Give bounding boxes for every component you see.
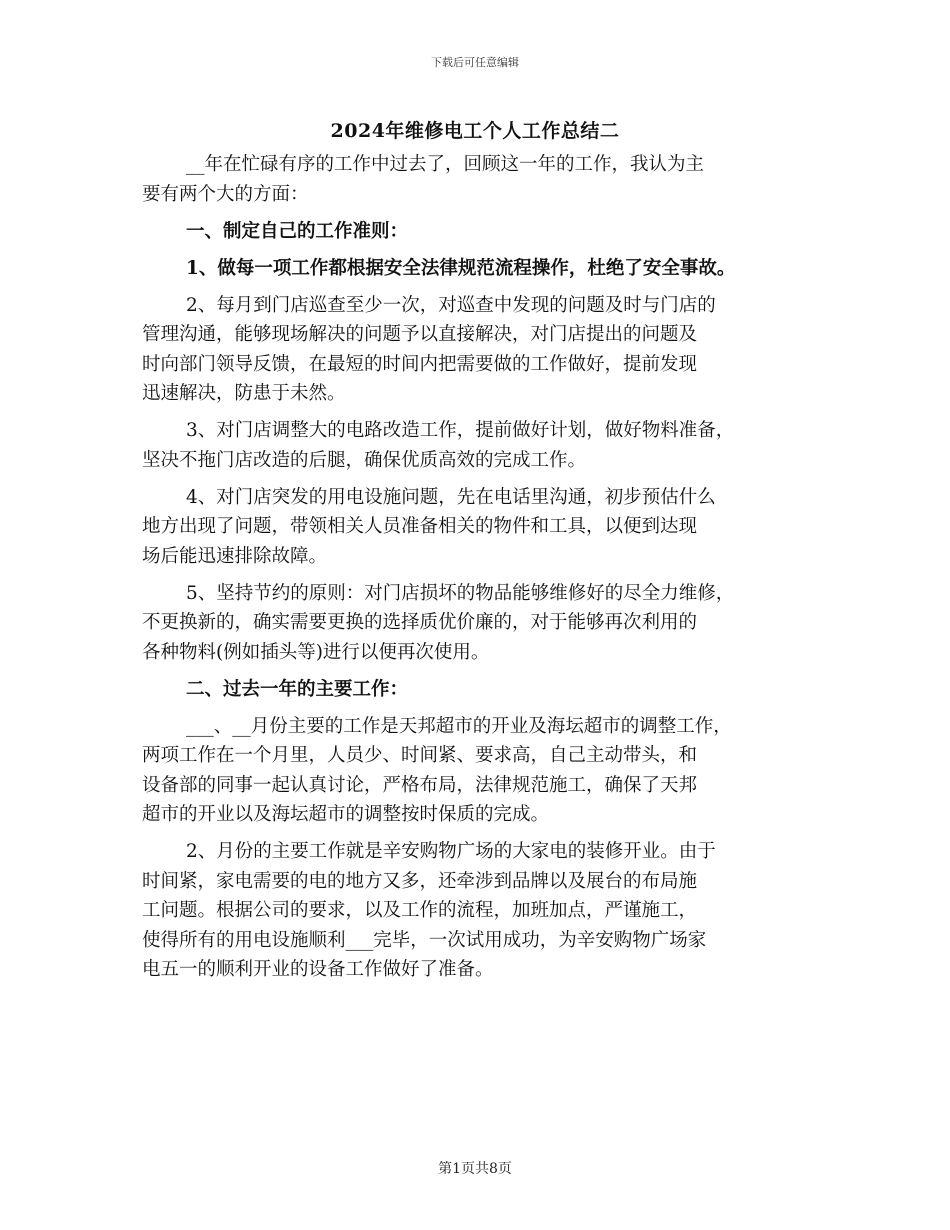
text-line: 2、每月到门店巡查至少一次，对巡查中发现的问题及时与门店的: [186, 294, 716, 316]
text-line: 场后能迅速排除故障。: [142, 545, 328, 567]
header-note: 下载后可任意编辑: [431, 56, 519, 69]
section-heading: [142, 254, 812, 284]
text-line: 4、对门店突发的用电设施问题，先在电话里沟通，初步预估什么: [186, 486, 716, 508]
text-line: 二、过去一年的主要工作：: [186, 678, 409, 700]
text-line: 电五一的顺利开业的设备工作做好了准备。: [142, 959, 494, 980]
paragraph: [142, 416, 812, 475]
text-line: 5、坚持节约的原则：对门店损坏的物品能够维修好的尽全力维修，: [186, 582, 735, 604]
text-line: 一、制定自己的工作准则：: [186, 220, 409, 242]
text-line: 两项工作在一个月里，人员少、时间紧、要求高，自己主动带头，和: [142, 745, 698, 766]
text-line: 地方出现了问题，带领相关人员准备相关的物件和工具，以便到达现: [142, 516, 698, 537]
paragraph: [142, 291, 812, 409]
paragraph: [142, 483, 812, 572]
text-line: 3、对门店调整大的电路改造工作，提前做好计划，做好物料准备，: [186, 420, 735, 441]
document-title: 2024年维修电工个人工作总结二: [330, 120, 620, 142]
text-line: 超市的开业以及海坛超市的调整按时保质的完成。: [142, 804, 550, 825]
text-line: 管理沟通，能够现场解决的问题予以直接解决，对门店提出的问题及: [142, 324, 698, 345]
section-heading: [142, 217, 812, 247]
paragraph: [142, 712, 812, 830]
paragraph: [142, 579, 812, 668]
page-number: 第1页共8页: [438, 1161, 512, 1177]
text-line: 坚决不拖门店改造的后腿，确保优质高效的完成工作。: [142, 449, 587, 471]
paragraph: [142, 837, 812, 985]
section-heading: [142, 675, 812, 705]
text-line: 各种物料(例如插头等)进行以便再次使用。: [142, 641, 490, 663]
text-line: 要有两个大的方面：: [142, 183, 309, 205]
text-line: 1、做每一项工作都根据安全法律规范流程操作，杜绝了安全事故。: [186, 257, 736, 279]
paragraph: [142, 150, 812, 209]
text-line: 时向部门领导反馈，在最短的时间内把需要做的工作做好，提前发现: [142, 353, 698, 375]
text-line: 设备部的同事一起认真讨论，严格布局，法律规范施工，确保了天邦: [142, 774, 698, 796]
text-line: 2、月份的主要工作就是辛安购物广场的大家电的装修开业。由于: [186, 841, 716, 862]
text-line: __年在忙碌有序的工作中过去了，回顾这一年的工作，我认为主: [186, 154, 705, 175]
document-body: [142, 150, 812, 992]
text-line: 工问题。根据公司的要求，以及工作的流程，加班加点，严谨施工，: [142, 900, 698, 921]
text-line: 不更换新的，确实需要更换的选择质优价廉的，对于能够再次利用的: [142, 612, 698, 633]
text-line: ___、__月份主要的工作是天邦超市的开业及海坛超市的调整工作，: [186, 715, 732, 737]
text-line: 迅速解决，防患于未然。: [142, 383, 346, 404]
text-line: 使得所有的用电设施顺利___完毕，一次试用成功，为辛安购物广场家: [142, 929, 707, 951]
text-line: 时间紧，家电需要的电的地方又多，还牵涉到品牌以及展台的布局施: [142, 870, 698, 892]
